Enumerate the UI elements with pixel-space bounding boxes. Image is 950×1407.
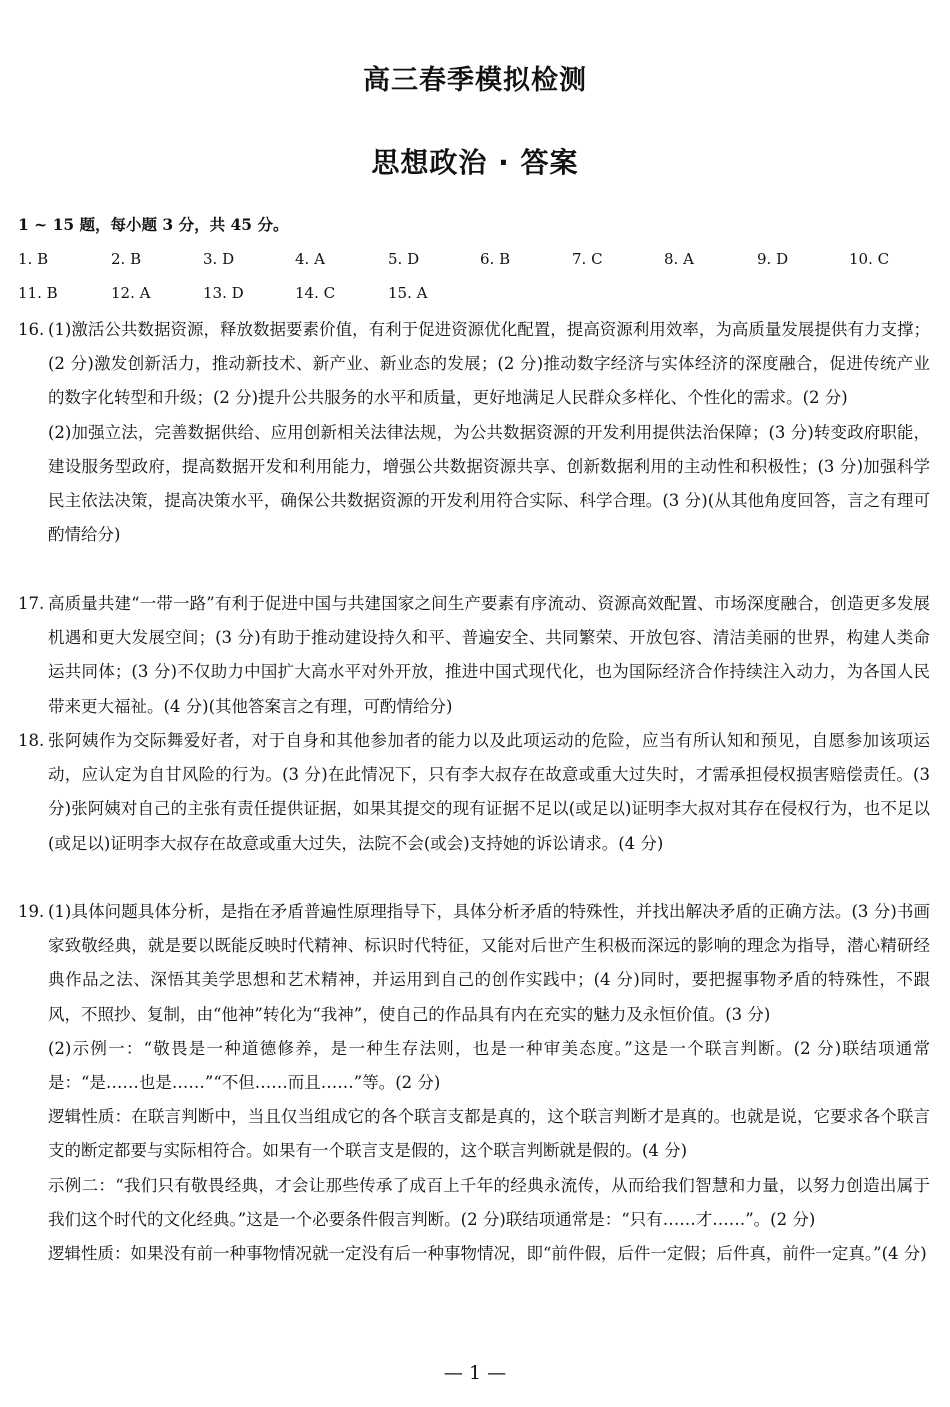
answer-paragraph: (2)示例一：“敬畏是一种道德修养，是一种生存法则，也是一种审美态度。”这是一个联言判断。(2 分)联结项通常是：“是……也是……”“不但……而且……”等。(2 分) <box>48 1038 930 1093</box>
answer-paragraph: 逻辑性质：在联言判断中，当且仅当组成它的各个联言支都是真的，这个联言判断才是真的。也就是说，它要求各个联言支的断定都要与实际相符合。如果有一个联言支是假的，这个联言判断就是假的。(4 分) <box>48 1107 930 1161</box>
question-17-answer <box>18 587 930 724</box>
choice-answer: 10. C <box>849 250 890 268</box>
page-number: — 1 — <box>443 1362 507 1384</box>
choice-answer: 12. A <box>111 284 151 302</box>
answer-paragraph: 高质量共建“一带一路”有利于促进中国与共建国家之间生产要素有序流动、资源高效配置、市场深度融合，创造更多发展机遇和更大发展空间；(3 分)有助于推动建设持久和平、普遍安全、共同繁荣、开放包容、清洁美丽的世界，构建人类命运共同体；(3 分)不仅助力中国扩大高水平对外开放，推进中国式现代化，也为国际经济合作持续注入动力，为各国人民带来更大福祉。(4 分)(其他答案言之有理，可酌情给分) <box>48 594 930 716</box>
choice-answer: 6. B <box>480 250 511 268</box>
question-number: 19. <box>18 902 45 921</box>
choice-answer: 5. D <box>388 250 420 268</box>
choice-answer: 8. A <box>664 250 694 268</box>
answer-paragraph: 示例二：“我们只有敬畏经典，才会让那些传承了成百上千年的经典永流传，从而给我们智慧和力量，以努力创造出属于我们这个时代的文化经典。”这是一个必要条件假言判断。(2 分)联结项通常是：“只有……才……”。(2 分) <box>48 1175 930 1229</box>
answer-paragraph: (1)具体问题具体分析，是指在矛盾普遍性原理指导下，具体分析矛盾的特殊性，并找出解决矛盾的正确方法。(3 分)书画家致敬经典，就是要以既能反映时代精神、标识时代特征，又能对后世产生积极而深远的影响的理念为指导，潜心精研经典作品之法、深悟其美学思想和艺术精神，并运用到自己的创作实践中；(4 分)同时，要把握事物矛盾的特殊性，不跟风，不照抄、复制，由“他神”转化为“我神”，使自己的作品具有内在充实的魅力及永恒价值。(3 分) <box>48 902 930 1024</box>
question-19-answer <box>18 895 930 1271</box>
question-number: 17. <box>18 594 45 613</box>
choice-answer: 1. B <box>18 250 49 268</box>
choice-answer: 14. C <box>295 284 336 302</box>
question-number: 18. <box>18 731 45 750</box>
question-16-answer <box>18 313 930 552</box>
question-number: 16. <box>18 320 45 339</box>
question-18-answer <box>18 724 930 861</box>
answer-paragraph: 逻辑性质：如果没有前一种事物情况就一定没有后一种事物情况，即“前件假，后件一定假；后件真，前件一定真。”(4 分) <box>48 1244 927 1264</box>
page-subtitle: 思想政治 · 答案 <box>371 146 579 179</box>
choice-answer: 2. B <box>111 250 142 268</box>
choice-answer: 15. A <box>388 284 428 302</box>
choice-answer: 3. D <box>203 250 235 268</box>
answer-paragraph: (2)加强立法，完善数据供给、应用创新相关法律法规，为公共数据资源的开发利用提供法治保障；(3 分)转变政府职能，建设服务型政府，提高数据开发和利用能力，增强公共数据资源共享、创新数据利用的主动性和积极性；(3 分)加强科学民主依法决策，提高决策水平，确保公共数据资源的开发利用符合实际、科学合理。(3 分)(从其他角度回答，言之有理可酌情给分) <box>48 422 930 545</box>
page-title: 高三春季模拟检测 <box>363 65 587 96</box>
choice-answer: 4. A <box>295 250 325 268</box>
choice-answer: 13. D <box>203 284 244 302</box>
section-instructions: 1 ~ 15 题，每小题 3 分，共 45 分。 <box>18 215 289 234</box>
answer-paragraph: (1)激活公共数据资源，释放数据要素价值，有利于促进资源优化配置，提高资源利用效率，为高质量发展提供有力支撑；(2 分)激发创新活力，推动新技术、新产业、新业态的发展；(2 分)推动数字经济与实体经济的深度融合，促进传统产业的数字化转型和升级；(2 分)提升公共服务的水平和质量，更好地满足人民群众多样化、个性化的需求。(2 分) <box>48 320 930 408</box>
choice-answer: 7. C <box>572 250 603 268</box>
choice-answer: 11. B <box>18 284 58 302</box>
answer-paragraph: 张阿姨作为交际舞爱好者，对于自身和其他参加者的能力以及此项运动的危险，应当有所认知和预见，自愿参加该项运动，应认定为自甘风险的行为。(3 分)在此情况下，只有李大叔存在故意或重大过失时，才需承担侵权损害赔偿责任。(3 分)张阿姨对自己的主张有责任提供证据，如果其提交的现有证据不足以(或足以)证明李大叔对其存在侵权行为，也不足以(或足以)证明李大叔存在故意或重大过失，法院不会(或会)支持她的诉讼请求。(4 分) <box>48 731 930 853</box>
choice-answer: 9. D <box>757 250 789 268</box>
